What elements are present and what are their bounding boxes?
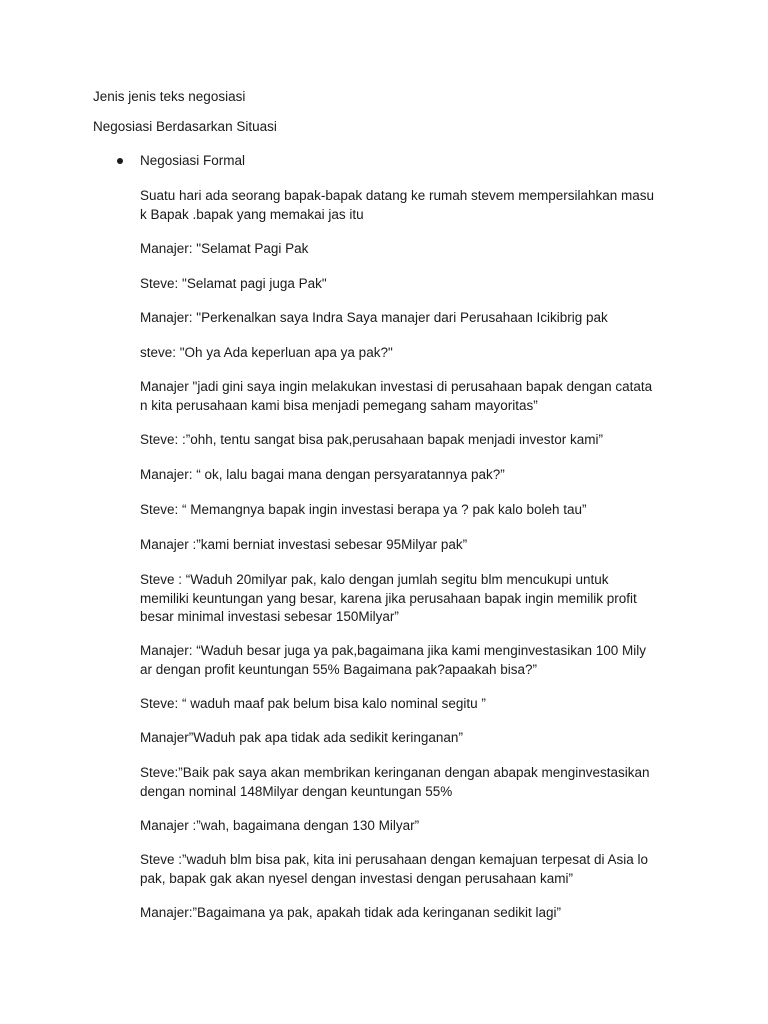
paragraph-line: ar dengan profit keuntungan 55% Bagaimana pak?apaakah bisa?”	[140, 661, 538, 677]
dialogue-line	[140, 817, 675, 836]
paragraph-line: Manajer :”wah, bagaimana dengan 130 Milyar”	[140, 818, 420, 833]
paragraph-line: dengan nominal 148Milyar dengan keuntungan 55%	[140, 783, 453, 799]
bullet-item-title: Negosiasi Formal	[140, 153, 246, 168]
paragraph-line: besar minimal investasi sebesar 150Milyar”	[140, 609, 399, 624]
paragraph-line: steve: "Oh ya Ada keperluan apa ya pak?"	[140, 345, 393, 360]
dialogue-line	[140, 275, 675, 294]
section-heading: Negosiasi Berdasarkan Situasi	[93, 119, 277, 134]
dialogue-line	[140, 851, 675, 888]
dialogue-line	[140, 571, 675, 627]
paragraph-line: Steve: “ Memangnya bapak ingin investasi berapa ya ? pak kalo boleh tau”	[140, 502, 587, 517]
paragraph-line: Manajer”Waduh pak apa tidak ada sedikit keringanan”	[140, 730, 463, 745]
dialogue-line	[140, 501, 675, 520]
paragraph-line: Steve: :”ohh, tentu sangat bisa pak,perusahaan bapak menjadi investor kami”	[140, 432, 604, 447]
paragraph-line: k Bapak .bapak yang memakai jas itu	[140, 206, 364, 222]
dialogue-line	[140, 466, 675, 485]
dialogue-line	[140, 729, 675, 748]
paragraph-line: Manajer: "Perkenalkan saya Indra Saya manajer dari Perusahaan Icikibrig pak	[140, 310, 608, 325]
paragraph-line: pak, bapak gak akan nyesel dengan investasi dengan perusahaan kami”	[140, 870, 574, 886]
dialogue-line	[140, 431, 675, 450]
paragraph-line: n kita perusahaan kami bisa menjadi pemegang saham mayoritas”	[140, 397, 538, 413]
paragraph-line: Manajer: “Waduh besar juga ya pak,bagaimana jika kami menginvestasikan 100 Mily	[140, 643, 647, 658]
paragraph-line: memiliki keuntungan yang besar, karena jika perusahaan bapak ingin memilik profit	[140, 590, 637, 606]
paragraph-line: Steve: "Selamat pagi juga Pak"	[140, 276, 327, 291]
dialogue-line	[140, 240, 675, 259]
paragraph-line: Steve : “Waduh 20milyar pak, kalo dengan jumlah segitu blm mencukupi untuk	[140, 572, 609, 587]
bullet-icon	[117, 158, 123, 164]
paragraph-line: Steve: “ waduh maaf pak belum bisa kalo nominal segitu ”	[140, 696, 486, 711]
paragraph-line: Manajer:”Bagaimana ya pak, apakah tidak ada keringanan sedikit lagi”	[140, 905, 562, 920]
dialogue-line	[140, 695, 675, 714]
paragraph-line: Steve :”waduh blm bisa pak, kita ini perusahaan dengan kemajuan terpesat di Asia lo	[140, 852, 649, 867]
dialogue-line	[140, 642, 675, 679]
paragraph-line: Manajer: “ ok, lalu bagai mana dengan persyaratannya pak?”	[140, 467, 505, 482]
paragraph-line: Manajer "jadi gini saya ingin melakukan investasi di perusahaan bapak dengan catata	[140, 379, 653, 394]
paragraph-line: Suatu hari ada seorang bapak-bapak datang ke rumah stevem mempersilahkan masu	[140, 188, 655, 203]
dialogue-line	[140, 536, 675, 555]
document-title: Jenis jenis teks negosiasi	[93, 89, 246, 104]
paragraph-line: Steve:”Baik pak saya akan membrikan keringanan dengan abapak menginvestasikan	[140, 765, 650, 780]
paragraph-narration	[140, 187, 675, 224]
dialogue-line	[140, 764, 675, 801]
dialogue-line	[140, 378, 675, 415]
dialogue-line	[140, 309, 675, 328]
paragraph-line: Manajer :”kami berniat investasi sebesar 95Milyar pak”	[140, 537, 468, 552]
dialogue-line	[140, 344, 675, 363]
paragraph-line: Manajer: "Selamat Pagi Pak	[140, 241, 309, 256]
dialogue-line	[140, 904, 675, 923]
